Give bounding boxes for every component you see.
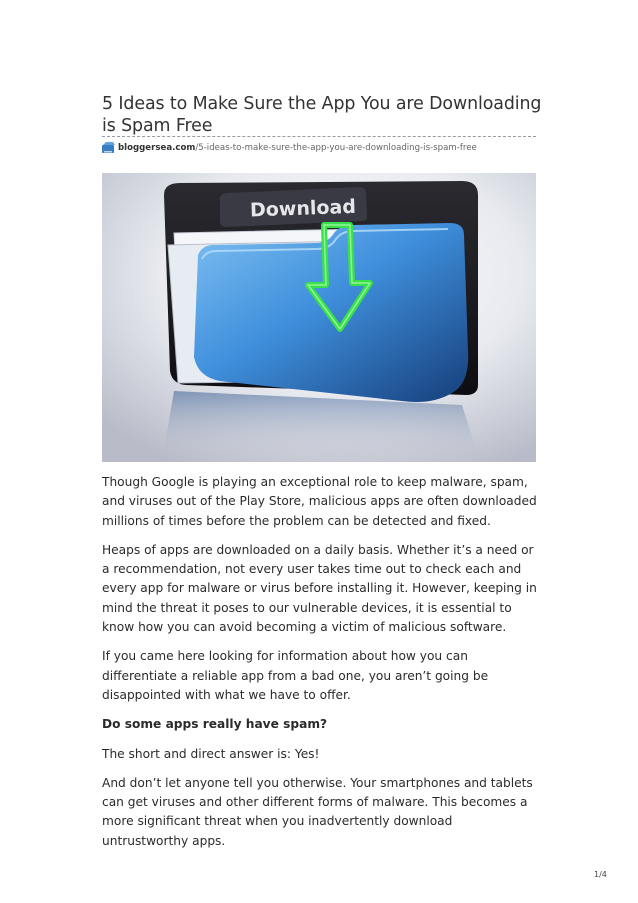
paragraph: Heaps of apps are downloaded on a daily basis. Whether it’s a need or a recommendation, not every user takes time out to check each and every app for malware or virus before installing it. However, keeping in mind the threat it poses to our vulnerable devices, it is essential to know how you can avoid becoming a victim of malicious software. — [102, 542, 537, 635]
paragraph: If you came here looking for information about how you can differentiate a reliable app from a bad one, you aren’t going be disappointed with what we have to offer. — [102, 649, 489, 702]
page-number: 1/4 — [594, 870, 607, 879]
article-title: 5 Ideas to Make Sure the App You are Downloading is Spam Free — [102, 94, 542, 136]
section-heading: Do some apps really have spam? — [102, 717, 328, 732]
download-label — [220, 187, 367, 227]
source-line — [102, 141, 477, 155]
paragraph: The short and direct answer is: Yes! — [102, 746, 320, 761]
paragraph: And don’t let anyone tell you otherwise. Your smartphones and tablets can get viruses and other different forms of malware. This becomes a more significant threat when you inadvertently download untrustworthy apps. — [102, 775, 533, 848]
source-domain[interactable]: bloggersea.com — [118, 143, 196, 153]
source-path[interactable]: /5-ideas-to-make-sure-the-app-you-are-downloading-is-spam-free — [195, 143, 477, 153]
hero-image — [102, 173, 536, 462]
download-label-text: Download — [249, 195, 357, 222]
paragraph: Though Google is playing an exceptional role to keep malware, spam, and viruses out of the Play Store, malicious apps are often downloaded millions of times before the problem can be detected and fixed. — [102, 475, 537, 528]
article-body — [102, 473, 538, 861]
title-divider — [102, 136, 536, 137]
site-favicon-icon — [102, 142, 116, 154]
